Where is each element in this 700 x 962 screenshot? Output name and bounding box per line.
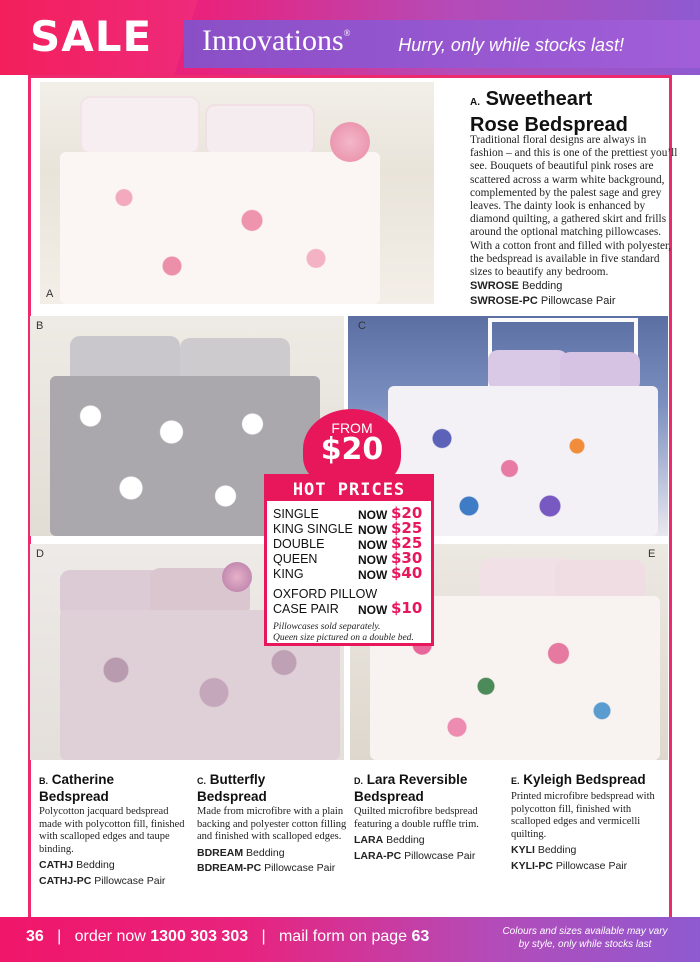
- product-code-label: Bedding: [246, 846, 285, 859]
- product-code-label: Pillowcase Pair: [555, 859, 628, 872]
- price-value: $25: [391, 519, 423, 537]
- price-size: OXFORD PILLOW: [273, 587, 378, 601]
- hot-prices-note: [273, 622, 431, 644]
- product-title: [511, 772, 661, 789]
- price-value: $30: [391, 549, 423, 567]
- product-code-line: [197, 861, 347, 877]
- product-description: Made from microfibre with a plain backing and polyester cotton filling and finished with scalloped edges.: [197, 806, 347, 842]
- pillow: [488, 350, 568, 390]
- product-code: KYLI-PC: [511, 859, 553, 872]
- product-code-line: [470, 294, 680, 309]
- photo-letter: B: [36, 320, 44, 332]
- product-code-line: [39, 858, 189, 874]
- from-label: FROM: [331, 420, 373, 436]
- bedspread: [60, 152, 380, 304]
- price-value: $25: [391, 534, 423, 552]
- price-now: NOW: [358, 603, 388, 617]
- price-size: KING: [273, 567, 304, 581]
- flower-vase: [222, 562, 252, 592]
- product-title-line1: Kyleigh Bedspread: [523, 772, 646, 787]
- price-size: SINGLE: [273, 507, 319, 521]
- product-code-label: Pillowcase Pair: [540, 295, 616, 307]
- price-row: [273, 564, 429, 583]
- footer-note: [490, 925, 680, 951]
- price-size: QUEEN: [273, 552, 318, 566]
- product-code: CATHJ: [39, 859, 74, 871]
- product-a-description: Traditional floral designs are always in fashion – and this is one of the prettiest you’ll see. Bouquets of beautiful pink roses are scattered across a warm white background, complemented by the palest sage and grey leaves. The dainty look is enhanced by diamond quilting, a gathered skirt and frills around the optional matching pillowcases. With a cotton front and filled with polyester, the bedspread is available in five standard sizes to beautify any bedroom.: [470, 134, 678, 279]
- product-a-title-line2: Rose Bedspread: [470, 114, 628, 136]
- note-line: Pillowcases sold separately.: [273, 622, 381, 632]
- product-b-info: [39, 772, 189, 889]
- product-code: BDREAM: [197, 846, 244, 859]
- product-title: [197, 772, 347, 789]
- product-title-line2: Bedspread: [39, 789, 109, 804]
- product-code-line: [197, 846, 347, 862]
- from-price: $20: [320, 432, 384, 467]
- product-a-codes: [470, 279, 680, 309]
- mail-page: 63: [411, 928, 430, 945]
- price-now: NOW: [358, 568, 388, 582]
- brand-title: [202, 24, 351, 58]
- photo-letter: A: [46, 288, 54, 300]
- price-value: $40: [391, 564, 423, 582]
- product-letter: D.: [354, 776, 363, 786]
- footer-separator: |: [261, 928, 266, 945]
- product-code: CATHJ-PC: [39, 874, 92, 887]
- product-code-line: [470, 279, 680, 294]
- product-code-label: Bedding: [386, 834, 425, 846]
- footer-separator: |: [57, 928, 62, 945]
- pillow-price-row: [273, 599, 429, 618]
- price-size: DOUBLE: [273, 537, 325, 551]
- photo-letter: C: [358, 320, 366, 332]
- order-phone: 1300 303 303: [150, 928, 249, 945]
- product-code: LARA-PC: [354, 849, 402, 862]
- product-code-line: [511, 843, 661, 859]
- product-d-info: [354, 772, 504, 864]
- product-description: Printed microfibre bedspread with polycotton fill, finished with scalloped edges and vermicelli quilting.: [511, 791, 655, 840]
- hot-prices-panel: [264, 474, 434, 646]
- product-code: LARA: [354, 834, 384, 846]
- price-value: $20: [391, 504, 423, 522]
- product-code-line: [354, 833, 504, 849]
- photo-letter: D: [36, 548, 44, 560]
- registered-mark: ®: [343, 28, 351, 38]
- product-a-heading: [470, 88, 670, 136]
- header-tagline: Hurry, only while stocks last!: [398, 35, 624, 55]
- product-code-label: Pillowcase Pair: [264, 862, 336, 874]
- product-code: SWROSE-PC: [470, 295, 538, 307]
- price-value: $10: [391, 599, 423, 617]
- product-a-letter: A.: [470, 97, 480, 108]
- product-description: Quilted microfibre bedspread featuring a double ruffle trim.: [354, 806, 479, 830]
- footer-note-line: Colours and sizes available may vary: [502, 926, 668, 937]
- product-code: KYLI: [511, 844, 535, 856]
- product-title-line2: Bedspread: [197, 789, 267, 804]
- product-code-line: [354, 849, 504, 865]
- order-label: order now: [74, 928, 146, 945]
- note-line: Queen size pictured on a double bed.: [273, 633, 414, 643]
- price-now: NOW: [358, 538, 388, 552]
- brand-name: Innovations: [202, 24, 344, 57]
- price-size: KING SINGLE: [273, 522, 353, 536]
- product-c-info: [197, 772, 347, 877]
- product-code-line: [39, 874, 189, 890]
- mail-label: mail form on page: [278, 928, 408, 945]
- flower-vase: [330, 122, 370, 162]
- product-title: [354, 772, 504, 789]
- product-photo-a: [40, 82, 434, 304]
- pillow: [80, 96, 200, 154]
- price-now: NOW: [358, 553, 388, 567]
- product-letter: C.: [197, 776, 206, 786]
- photo-letter: E: [648, 548, 656, 560]
- product-code-line: [511, 859, 661, 875]
- product-title: [39, 772, 189, 789]
- product-title-line2: Bedspread: [354, 789, 424, 804]
- page-number: 36: [26, 928, 44, 945]
- product-code: BDREAM-PC: [197, 862, 262, 874]
- product-title-line1: Lara Reversible: [366, 772, 468, 787]
- footer-note-line: by style, only while stocks last: [518, 939, 652, 950]
- product-title-line1: Catherine: [51, 772, 115, 787]
- product-title-line1: Butterfly: [209, 772, 266, 787]
- product-code-label: Bedding: [537, 844, 577, 856]
- footer-order-line: [26, 928, 429, 946]
- product-code-label: Pillowcase Pair: [94, 874, 166, 887]
- product-e-info: [511, 772, 661, 874]
- product-code-label: Bedding: [76, 859, 115, 871]
- pillow: [205, 104, 315, 156]
- price-now: NOW: [358, 508, 388, 522]
- product-description: Polycotton jacquard bedspread made with polycotton fill, finished with scalloped edges and taupe binding.: [39, 806, 185, 855]
- product-a-title: [470, 88, 670, 114]
- product-letter: B.: [39, 776, 48, 786]
- product-letter: E.: [511, 776, 520, 786]
- product-a-title-line1: Sweetheart: [485, 88, 593, 110]
- product-code-label: Bedding: [521, 280, 563, 292]
- sale-label: SALE: [30, 12, 153, 61]
- price-size: CASE PAIR: [273, 602, 339, 616]
- hot-prices-title: HOT PRICES: [292, 480, 406, 500]
- product-code-label: Pillowcase Pair: [404, 849, 476, 862]
- price-now: NOW: [358, 523, 388, 537]
- product-code: SWROSE: [470, 280, 519, 292]
